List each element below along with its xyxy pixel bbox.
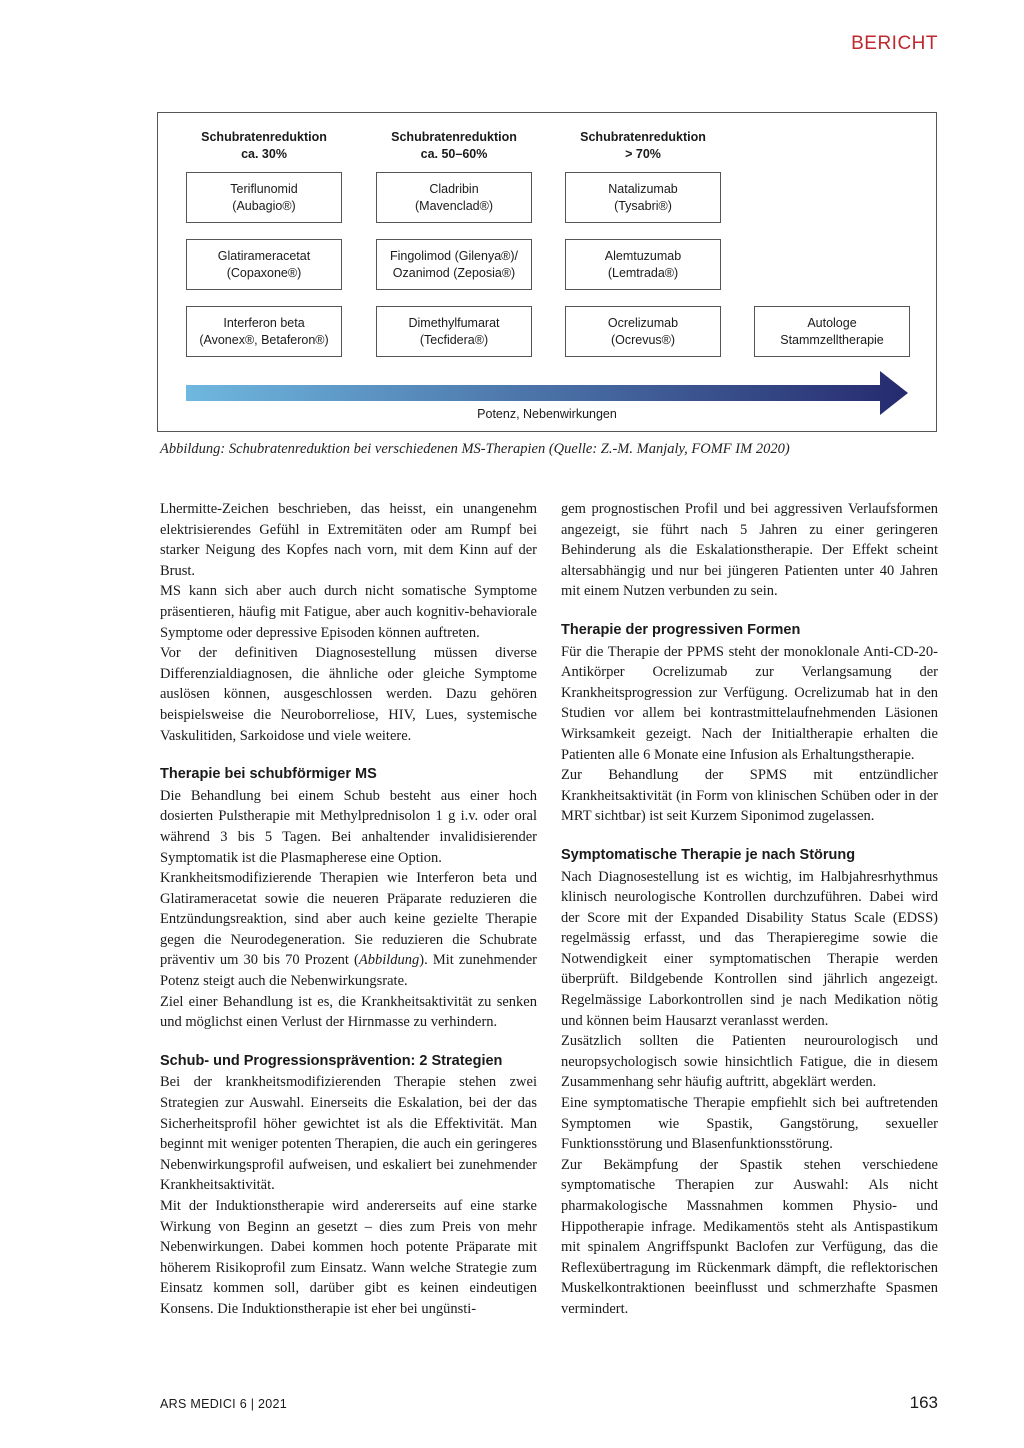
- paragraph: Eine symptomatische Therapie empfiehlt sich bei auftretenden Symptomen wie Spastik, Gangstörung, sexueller Funktionsstörung und Blasenfunktionsstörung.: [561, 1095, 938, 1153]
- paragraph: Zusätzlich sollten die Patienten neurourologisch und neuropsychologisch sowie hinsichtlich Fatigue, die in diesem Zusammenhang sehr häufig auftritt, abgeklärt werden.: [561, 1033, 938, 1091]
- paragraph: Bei der krankheitsmodifizierenden Therapie stehen zwei Strategien zur Auswahl. Einerseits die Eskalation, bei der das Sicherheitsprofil höher gewichtet ist als die Effektivität. Man beginnt mit weniger potenten Therapien, die auch ein geringeres Nebenwirkungsprofil aufweisen, und eskaliert bei zunehmender Krankheitsaktivität.: [160, 1074, 537, 1194]
- paragraph: Für die Therapie der PPMS steht der monoklonale Anti-CD-20-Antikörper Ocrelizumab zur Verlangsamung der Krankheitsprogression zur Verfügung. Ocrelizumab hat in den Studien vor allem bei kontrastmittelaufnehmenden Läsionen Wirksamkeit gezeigt. Nach der Initialtherapie erhalten die Patienten alle 6 Monate eine Infusion als Erhaltungstherapie.: [561, 643, 938, 763]
- section-heading: Therapie der progressiven Formen: [561, 621, 801, 638]
- paragraph: Vor der definitiven Diagnosestellung müssen diverse Differenzialdiagnosen, die ähnliche oder gleiche Symptome auslösen können, ausgeschlossen werden. Dazu gehören beispielsweise die Neuroborreliose, HIV, Lues, systemische Vaskulitiden, Sarkoidose und viele weitere.: [160, 645, 537, 744]
- figure-caption: Abbildung: Schubratenreduktion bei verschiedenen MS-Therapien (Quelle: Z.-M. Manjaly, FOMF IM 2020): [160, 441, 790, 457]
- journal-footer: ARS MEDICI 6 | 2021: [160, 1397, 288, 1411]
- column-header-30: Schubratenreduktion ca. 30%: [201, 130, 327, 161]
- therapy-box-cladribin: Cladribin (Mavenclad®): [376, 172, 532, 223]
- paragraph: Ziel einer Behandlung ist es, die Krankheitsaktivität zu senken und möglichst einen Verlust der Hirnmasse zu verhindern.: [160, 993, 537, 1031]
- therapy-box-dimethylfumarat: Dimethylfumarat (Tecfidera®): [376, 306, 532, 357]
- therapy-figure: [157, 112, 937, 432]
- paragraph: Zur Behandlung der SPMS mit entzündlicher Krankheitsaktivität (in Form von klinischen Schüben oder in der MRT sichtbar) ist seit Kurzem Siponimod zugelassen.: [561, 767, 938, 825]
- paragraph: Zur Bekämpfung der Spastik stehen verschiedene symptomatische Therapien zur Auswahl: Als nicht pharmakologische Massnahmen kommen Physio- und Hippotherapie infrage. Medikamentös steht als Antispastikum mit spinalem Angriffspunkt Baclofen zur Verfügung, das die Reflexübertragung im Rückenmark dämpft, die reflektorischen Muskelkontraktionen beeinflusst und schmerzhafte Spasmen vermindert.: [561, 1156, 938, 1317]
- column-header-70: Schubratenreduktion > 70%: [580, 130, 706, 161]
- arrow-label: Potenz, Nebenwirkungen: [477, 407, 617, 421]
- therapy-box-interferon: Interferon beta (Avonex®, Betaferon®): [186, 306, 342, 357]
- paragraph: Nach Diagnosestellung ist es wichtig, im Halbjahresrhythmus klinisch neurologische Kontrollen durchzuführen. Dabei wird der Score mit der Expanded Disability Status Scale (EDSS) regelmässig erfasst, und das Therapieregime sowie die Notwendigkeit einer symptomatischen Therapie werden überprüft. Bildgebende Kontrollen sind jährlich angezeigt. Regelmässige Laborkontrollen sind je nach Medikation nötig und können beim Hausarzt veranlasst werden.: [561, 868, 938, 1029]
- text-span: Krankheitsmodifizierende Therapien wie Interferon beta und Glatirameracetat sowie die neueren Präparate reduzieren die Entzündungsreaktion, sind aber auch keine gezielte Therapie gegen die Neurodegeneration. Sie reduzieren die Schubrate präventiv um 30 bis 70 Prozent (: [160, 870, 537, 969]
- paragraph: [160, 868, 537, 992]
- text-span: ). Mit zunehmender Potenz steigt auch die Nebenwirkungsrate.: [160, 952, 537, 990]
- left-column: [160, 499, 537, 1320]
- figure-reference: Abbildung: [358, 952, 420, 969]
- paragraph: Die Behandlung bei einem Schub besteht aus einer hoch dosierten Pulstherapie mit Methylprednisolon 1 g i.v. oder oral während 3 bis 5 Tagen. Bei anhaltender invalidisierender Symptomatik ist die Plasmapherese eine Option.: [160, 787, 537, 866]
- section-label: BERICHT: [851, 33, 938, 54]
- right-column: [561, 499, 938, 1320]
- therapy-box-fingolimod: Fingolimod (Gilenya®)/ Ozanimod (Zeposia®): [376, 239, 532, 290]
- therapy-box-teriflunomid: Teriflunomid (Aubagio®): [186, 172, 342, 223]
- column-header-50-60: Schubratenreduktion ca. 50–60%: [391, 130, 517, 161]
- section-heading: Symptomatische Therapie je nach Störung: [561, 846, 856, 863]
- section-heading: Therapie bei schubförmiger MS: [160, 766, 377, 783]
- therapy-box-stammzelltherapie: Autologe Stammzelltherapie: [754, 306, 910, 357]
- therapy-box-alemtuzumab: Alemtuzumab (Lemtrada®): [565, 239, 721, 290]
- therapy-box-natalizumab: Natalizumab (Tysabri®): [565, 172, 721, 223]
- paragraph: MS kann sich aber auch durch nicht somatische Symptome präsentieren, häufig mit Fatigue, aber auch kognitiv-behaviorale Symptome oder depressive Episoden können auftreten.: [160, 583, 537, 641]
- section-heading: Schub- und Progressionsprävention: 2 Strategien: [160, 1052, 503, 1069]
- paragraph: gem prognostischen Profil und bei aggressiven Verlaufsformen angezeigt, sie führt nach 5 Jahren zu einer geringeren Behinderung als die Eskalationstherapie. Der Effekt scheint altersabhängig und nur bei jüngeren Patienten unter 40 Jahren mit einem Nutzen verbunden zu sein.: [561, 501, 938, 600]
- therapy-box-ocrelizumab: Ocrelizumab (Ocrevus®): [565, 306, 721, 357]
- paragraph: Lhermitte-Zeichen beschrieben, das heisst, ein unangenehm elektrisierendes Gefühl in Extremitäten oder am Rumpf bei starker Neigung des Kopfes nach vorn, mit dem Kinn auf der Brust.: [160, 501, 537, 579]
- page-number: 163: [909, 1393, 938, 1412]
- paragraph: Mit der Induktionstherapie wird andererseits auf eine starke Wirkung von Beginn an gesetzt – dies zum Preis von mehr Nebenwirkungen. Dabei kommen hoch potente Präparate mit höherem Risikoprofil zum Einsatz. Wann welche Strategie zum Einsatz kommen soll, darüber gibt es keinen eindeutigen Konsens. Die Induktionstherapie ist eher bei ungünsti-: [160, 1198, 537, 1317]
- therapy-box-glatirameracetat: Glatirameracetat (Copaxone®): [186, 239, 342, 290]
